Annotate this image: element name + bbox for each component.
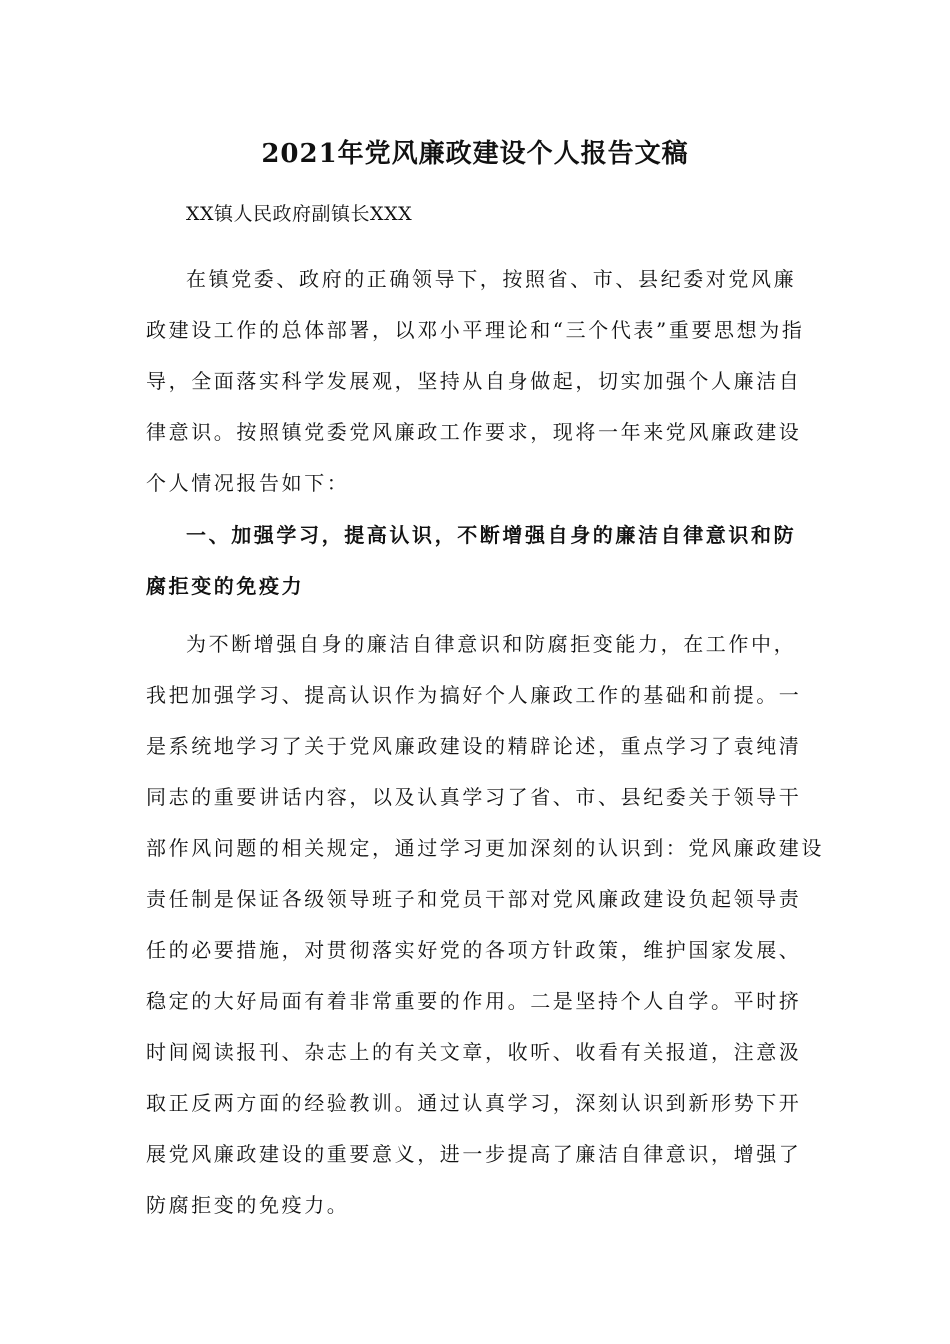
paragraph-line: 同志的重要讲话内容，以及认真学习了省、市、县纪委关于领导干 [146,785,802,809]
heading-line: 腐拒变的免疫力 [146,574,305,598]
section-heading-1 [146,510,808,612]
paragraph-line: 展党风廉政建设的重要意义，进一步提高了廉洁自律意识，增强了 [146,1142,802,1166]
paragraph-line: 任的必要措施，对贯彻落实好党的各项方针政策，维护国家发展、 [146,938,802,962]
paragraph-line: 时间阅读报刊、杂志上的有关文章，收听、收看有关报道，注意汲 [146,1040,802,1064]
paragraph-line: 个人情况报告如下： [146,471,350,495]
author-line: XX镇人民政府副镇长XXX [186,203,413,225]
paragraph-line: 是系统地学习了关于党风廉政建设的精辟论述，重点学习了袁纯清 [146,734,802,758]
paragraph-line: 为不断增强自身的廉洁自律意识和防腐拒变能力，在工作中， [186,632,797,656]
paragraph-line: 我把加强学习、提高认识作为搞好个人廉政工作的基础和前提。一 [146,683,802,707]
paragraph-line: 部作风问题的相关规定，通过学习更加深刻的认识到：党风廉政建设 [146,836,824,860]
paragraph-line: 防腐拒变的免疫力。 [146,1193,350,1217]
heading-line: 一、加强学习，提高认识，不断增强自身的廉洁自律意识和防 [186,523,797,547]
paragraph-line: 在镇党委、政府的正确领导下，按照省、市、县纪委对党风廉 [186,267,797,291]
document-title: 2021年党风廉政建设个人报告文稿 [261,139,689,169]
paragraph-line: 政建设工作的总体部署，以邓小平理论和“三个代表”重要思想为指 [146,318,805,342]
paragraph-intro [146,254,808,509]
paragraph-line: 取正反两方面的经验教训。通过认真学习，深刻认识到新形势下开 [146,1091,802,1115]
paragraph-line: 导，全面落实科学发展观，坚持从自身做起，切实加强个人廉洁自 [146,369,802,393]
paragraph-line: 律意识。按照镇党委党风廉政工作要求，现将一年来党风廉政建设 [146,420,802,444]
paragraph-line: 责任制是保证各级领导班子和党员干部对党风廉政建设负起领导责 [146,887,802,911]
paragraph-line: 稳定的大好局面有着非常重要的作用。二是坚持个人自学。平时挤 [146,989,802,1013]
paragraph-study [146,619,824,1231]
